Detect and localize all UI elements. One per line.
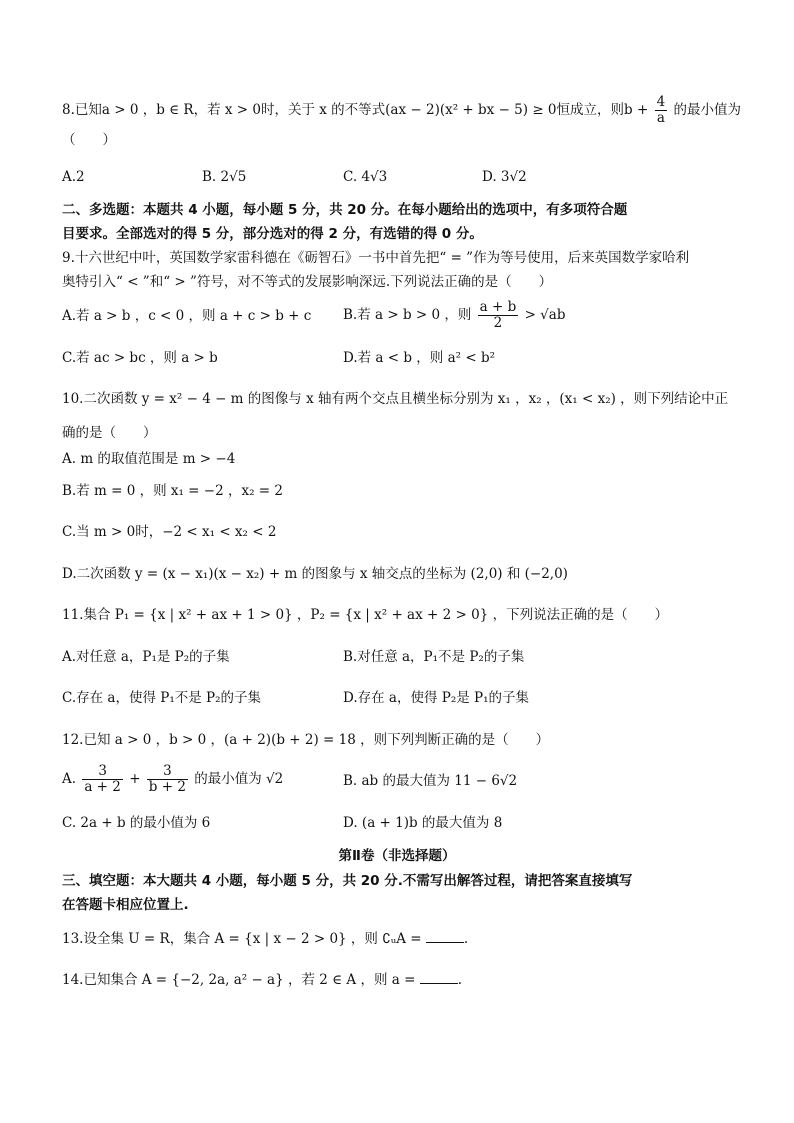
q11-option-b: B.对任意 a，P₁不是 P₂的子集 (343, 649, 525, 665)
q12-option-d: D. (a + 1)b 的最大值为 8 (343, 815, 503, 831)
q12-option-c: C. 2a + b 的最小值为 6 (62, 815, 211, 831)
q12-option-a (62, 764, 283, 795)
q10-option-c: C.当 m > 0时，−2 < x₁ < x₂ < 2 (62, 524, 277, 540)
q8-frac-num: 4 (656, 94, 666, 110)
q9-option-a: A.若 a > b ，c < 0 ，则 a + c > b + c (62, 308, 312, 324)
section2-heading-line2: 目要求。全部选对的得 5 分，部分选对的得 2 分，有选错的得 0 分。 (62, 226, 483, 242)
q9-option-b-pre: B.若 a > b > 0 ，则 (343, 307, 472, 323)
q8-option-b: B. 2√5 (202, 169, 247, 185)
q12-option-b: B. ab 的最大值为 11 − 6√2 (343, 773, 518, 789)
q11-option-c: C.存在 a，使得 P₁不是 P₂的子集 (62, 690, 262, 706)
section3-heading-line2: 在答题卡相应位置上. (62, 897, 189, 913)
q9-option-c: C.若 ac > bc ，则 a > b (62, 350, 218, 366)
q9-stem-line1: 9.十六世纪中叶，英国数学家雷科德在《砺智石》一书中首先把“ = ”作为等号使用，后来英国数学家哈利 (62, 250, 690, 266)
q9-option-b-fraction (478, 300, 519, 331)
q12-frac2-num: 3 (147, 764, 188, 780)
q10-option-a: A. m 的取值范围是 m > −4 (62, 451, 236, 467)
q9-option-d: D.若 a < b ，则 a² < b² (343, 350, 496, 366)
q14-end: . (457, 972, 463, 988)
q12-frac1-num: 3 (82, 764, 123, 780)
q10-stem-line2: 确的是（ ） (62, 425, 157, 441)
q9-option-b-post: > √ab (524, 307, 566, 323)
q8-stem-text: 8.已知a > 0 ，b ∈ R，若 x > 0时，关于 x 的不等式(ax − 2)(x² + bx − 5) ≥ 0恒成立，则b + (62, 102, 649, 118)
q9-option-b-num: a + b (479, 299, 517, 315)
q12-option-a-frac2 (147, 764, 188, 795)
q8-option-c: C. 4√3 (343, 169, 388, 185)
q9-option-b (343, 300, 565, 331)
q10-option-d: D.二次函数 y = (x − x₁)(x − x₂) + m 的图象与 x 轴交点的坐标为 (2,0) 和 (−2,0) (62, 566, 568, 582)
section2-heading-line1: 二、多选题：本题共 4 小题，每小题 5 分，共 20 分。在每小题给出的选项中，有多项符合题 (62, 202, 628, 218)
q13 (62, 929, 468, 949)
section3-heading-line1: 三、填空题：本大题共 4 小题，每小题 5 分，共 20 分.不需写出解答过程，请把答案直接填写 (62, 873, 633, 889)
q12-frac1-den: a + 2 (84, 779, 121, 795)
q8-option-a: A.2 (62, 169, 85, 185)
q14 (62, 970, 462, 990)
q8-option-d: D. 3√2 (482, 169, 527, 185)
q12-stem: 12.已知 a > 0 ，b > 0 ，(a + 2)(b + 2) = 18 ，则下列判断正确的是（ ） (62, 732, 550, 748)
q11-option-d: D.存在 a，使得 P₂是 P₁的子集 (343, 690, 530, 706)
q14-text: 14.已知集合 A = {−2, 2a, a² − a} ，若 2 ∈ A ，则 a = (62, 972, 416, 988)
q12-option-a-frac1 (82, 764, 123, 795)
q11-stem: 11.集合 P₁ = {x | x² + ax + 1 > 0} ，P₂ = {x | x² + ax + 2 > 0} ，下列说法正确的是（ ） (62, 607, 669, 623)
q13-end: . (463, 931, 469, 947)
q12-frac2-den: b + 2 (148, 779, 186, 795)
q8-paren: （ ） (62, 132, 116, 148)
q11-option-a: A.对任意 a，P₁是 P₂的子集 (62, 649, 230, 665)
q12-option-a-plus: + (129, 771, 141, 787)
q12-option-a-label: A. (62, 771, 77, 787)
q8-fraction (655, 95, 668, 126)
q13-text: 13.设全集 U = R，集合 A = {x | x − 2 > 0} ，则 ∁ᵤA = (62, 931, 422, 947)
q10-option-b: B.若 m = 0 ，则 x₁ = −2 ，x₂ = 2 (62, 483, 283, 499)
q9-option-b-den: 2 (493, 315, 503, 331)
q14-answer-blank[interactable] (420, 971, 458, 984)
q13-answer-blank[interactable] (426, 930, 464, 943)
part2-title: 第Ⅱ卷（非选择题） (338, 848, 456, 864)
q8-stem (62, 95, 741, 126)
q8-frac-den: a (656, 110, 665, 126)
q12-option-a-post: 的最小值为 √2 (194, 771, 284, 787)
q10-stem-line1: 10.二次函数 y = x² − 4 − m 的图像与 x 轴有两个交点且横坐标分别为 x₁ ，x₂ ，(x₁ < x₂) ，则下列结论中正 (62, 391, 729, 407)
q8-stem-end: 的最小值为 (673, 102, 741, 118)
q9-stem-line2: 奥特引入“ < ”和“ > ”符号，对不等式的发展影响深远.下列说法正确的是（ ） (62, 274, 553, 290)
